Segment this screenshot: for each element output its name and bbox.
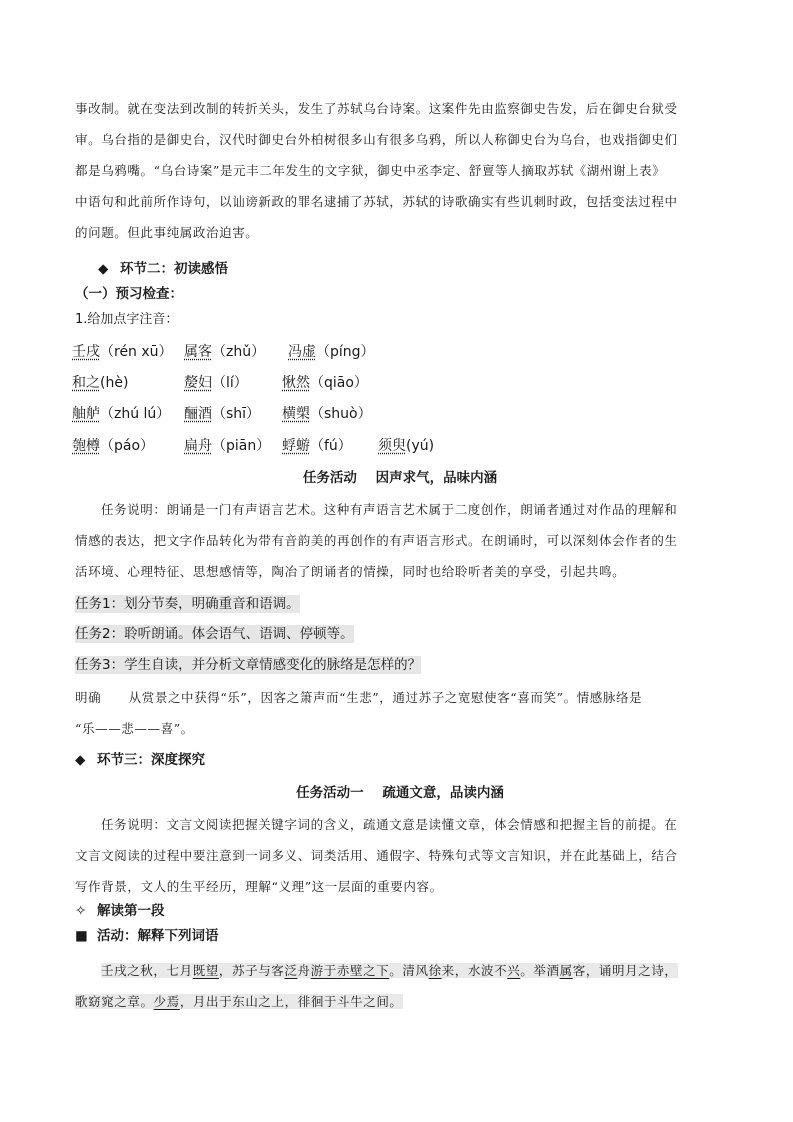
pinyin-row (72, 402, 722, 426)
diamond-bullet-icon: ◆ (98, 261, 109, 277)
underlined-term: 少焉 (153, 994, 180, 1009)
pinyin-item: 扁舟（piān） (184, 438, 271, 454)
passage-segment: 舟 (297, 963, 311, 978)
passage-text (75, 994, 403, 1009)
intro-line: 事改制。就在变法到改制的转折关头，发生了苏轼乌台诗案。这案件先由监察御史告发，后在御史台狱受 (75, 101, 678, 116)
task-item: 任务2：聆听朗诵。体会语气、语调、停顿等。 (75, 626, 354, 642)
passage-segment: 歌窈窕之章。 (75, 994, 154, 1009)
task-item: 任务1：划分节奏，明确重音和语调。 (75, 596, 300, 612)
pinyin-item: 属客（zhǔ） (184, 344, 266, 360)
description-line: 活环境、心理特征、思想感情等，陶冶了朗诵者的情操，同时也给聆听者美的享受，引起共鸣。 (75, 564, 626, 579)
section-heading-3 (75, 748, 205, 772)
pinyin-row (72, 434, 722, 458)
passage-segment: 。清风 (389, 963, 429, 978)
intro-line: 都是乌鸦嘴。“乌台诗案”是元丰二年发生的文字狱，御史中丞李定、舒亶等人摘取苏轼《湖州谢上表》 (75, 163, 666, 178)
activity-title: 活动：解释下列词语 (97, 928, 219, 944)
description-line: 任务说明：朗诵是一门有声语言艺术。这种有声语言艺术属于二度创作，朗诵者通过对作品的理解和 (101, 502, 678, 517)
pinyin-item: 壬戌（rén xū） (72, 344, 173, 360)
section-title: 环节二：初读感悟 (120, 261, 228, 277)
pinyin-item: 愀然（qiāo） (282, 375, 368, 391)
intro-line: 审。乌台指的是御史台，汉代时御史台外柏树很多山有很多乌鸦，所以人称御史台为乌台，也戏指御史们 (75, 132, 678, 147)
passage-segment: ，月出于东山之上，徘徊于斗牛之间。 (179, 994, 403, 1009)
pinyin-item: 嫠妇（lí） (184, 375, 248, 391)
pinyin-item: 匏樽（páo） (72, 438, 155, 454)
activity-heading (75, 924, 219, 948)
passage-segment: 。举酒 (520, 963, 560, 978)
passage-segment: 壬戌之秋，七月 (101, 963, 193, 978)
task-activity-title: 任务活动 因声求气，品味内涵 (302, 470, 498, 486)
preview-heading: （一）预习检查： (75, 286, 183, 302)
underlined-term: 既望 (192, 963, 219, 978)
underlined-term: 徐 (428, 963, 442, 978)
pinyin-item: 和之(hè) (72, 375, 129, 391)
section-heading-2 (98, 257, 228, 281)
pinyin-item: 舳舻（zhú lú） (72, 406, 171, 422)
underlined-term: 兴 (507, 963, 521, 978)
square-bullet-icon: ■ (75, 928, 88, 944)
paragraph-heading (75, 899, 165, 923)
description-line: 情感的表达，把文字作品转化为带有音韵美的再创作的有声语言形式。在朗诵时，可以深刻体会作者的生 (75, 533, 678, 548)
pinyin-item: 酾酒（shī） (184, 406, 261, 422)
task-activity-title: 任务活动一 疏通文意，品读内涵 (296, 785, 504, 801)
intro-line: 中语句和此前所作诗句，以讪谤新政的罪名逮捕了苏轼，苏轼的诗歌确实有些讥刺时政，包括变法过程中 (75, 194, 678, 209)
description-line: 任务说明：文言文阅读把握关键字词的含义，疏通文意是读懂文章，体会情感和把握主旨的前提。在 (101, 817, 678, 832)
question-1: 1.给加点字注音： (75, 312, 179, 327)
description-line: 写作背景，文人的生平经历，理解“义理”这一层面的重要内容。 (75, 879, 443, 894)
pinyin-item: 横槊（shuò） (282, 406, 372, 422)
intro-line: 的问题。但此事纯属政治迫害。 (75, 225, 259, 240)
pinyin-row (72, 371, 722, 395)
pinyin-item: 须臾(yú) (378, 438, 435, 454)
underlined-term: 属 (559, 963, 573, 978)
passage-text (101, 963, 678, 978)
answer-line: 明确 从赏景之中获得“乐”，因客之箫声而“生悲”，通过苏子之宽慰使客“喜而笑”。情感脉络是 (75, 690, 643, 705)
underlined-term: 泛 (284, 963, 298, 978)
sparkle-bullet-icon: ✧ (75, 903, 87, 919)
section-title: 环节三：深度探究 (97, 752, 205, 768)
underlined-term: 游于 (310, 963, 337, 978)
diamond-bullet-icon: ◆ (75, 752, 86, 768)
passage-segment: 来，水波不 (441, 963, 508, 978)
pinyin-row (72, 340, 722, 364)
passage-line (75, 986, 725, 1017)
pinyin-item: 蜉蝣（fú） (282, 438, 352, 454)
underlined-term: 赤壁之下 (336, 963, 390, 978)
description-line: 文言文阅读的过程中要注意到一词多义、词类活用、通假字、特殊句式等文言知识，并在此基础上，结合 (75, 848, 678, 863)
passage-segment: ，苏子与客 (218, 963, 285, 978)
passage-segment: 客，诵明月之诗， (572, 963, 678, 978)
passage-line (75, 955, 725, 986)
task-item: 任务3：学生自读，并分析文章情感变化的脉络是怎样的？ (75, 657, 422, 673)
pinyin-item: 冯虚（píng） (288, 344, 375, 360)
paragraph-title: 解读第一段 (97, 903, 165, 919)
answer-line: “乐——悲——喜”。 (75, 721, 194, 736)
